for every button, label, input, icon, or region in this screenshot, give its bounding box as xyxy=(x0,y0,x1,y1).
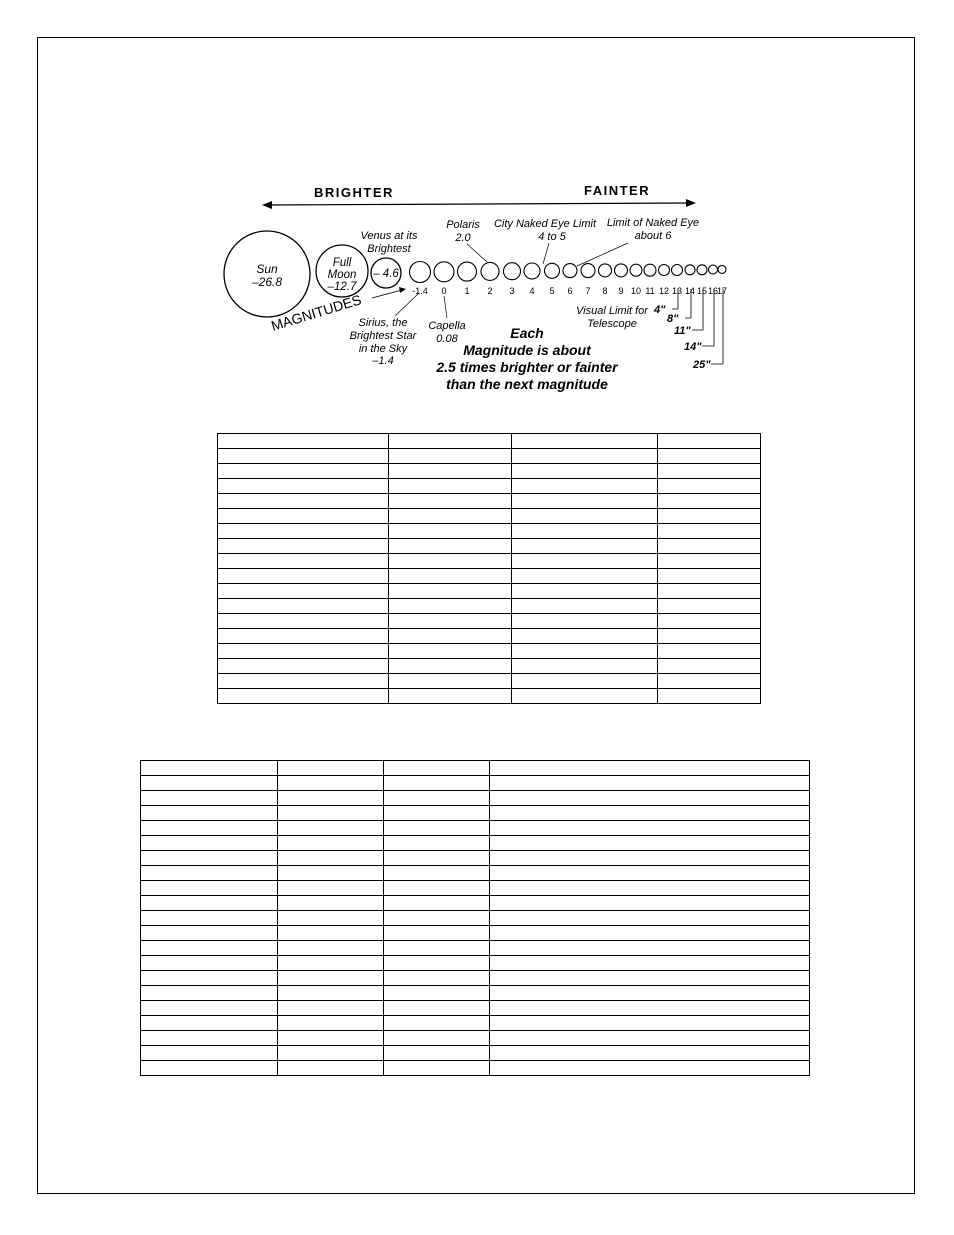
telescope-apertures xyxy=(653,289,723,371)
table-row xyxy=(218,464,761,479)
table-row xyxy=(218,614,761,629)
table-cell[interactable] xyxy=(389,479,512,494)
table-row xyxy=(218,434,761,449)
table-cell[interactable] xyxy=(141,836,278,851)
table-cell[interactable] xyxy=(658,599,761,614)
telescope-label-line2: Telescope xyxy=(587,318,637,330)
table-cell[interactable] xyxy=(278,821,384,836)
table-cell[interactable] xyxy=(218,584,389,599)
magnitude-circle xyxy=(504,263,521,280)
sun-label: Sun xyxy=(256,262,278,276)
table-cell[interactable] xyxy=(218,449,389,464)
table-row xyxy=(218,659,761,674)
table-cell[interactable] xyxy=(512,494,658,509)
table-2 xyxy=(140,760,810,1076)
table-row xyxy=(141,1046,810,1061)
table-row xyxy=(141,1031,810,1046)
table-cell[interactable] xyxy=(141,1031,278,1046)
table-cell[interactable] xyxy=(278,1046,384,1061)
naked-eye-label-line1: Limit of Naked Eye xyxy=(606,217,700,229)
table-row xyxy=(141,821,810,836)
magnitude-circle xyxy=(524,263,540,279)
table-cell[interactable] xyxy=(384,836,490,851)
table-cell[interactable] xyxy=(512,509,658,524)
table-cell[interactable] xyxy=(512,674,658,689)
table-cell[interactable] xyxy=(278,836,384,851)
table-cell[interactable] xyxy=(218,599,389,614)
table-cell[interactable] xyxy=(658,674,761,689)
table-cell[interactable] xyxy=(389,599,512,614)
table-cell[interactable] xyxy=(218,509,389,524)
table-cell[interactable] xyxy=(141,866,278,881)
magnitude-circle xyxy=(410,262,431,283)
table-cell[interactable] xyxy=(490,971,810,986)
table-cell[interactable] xyxy=(384,776,490,791)
table-cell[interactable] xyxy=(278,866,384,881)
table-row xyxy=(141,791,810,806)
table-cell[interactable] xyxy=(490,896,810,911)
table-cell[interactable] xyxy=(512,569,658,584)
brightness-arrow xyxy=(262,199,696,209)
sirius-label-line4: –1.4 xyxy=(372,355,394,367)
table-cell[interactable] xyxy=(384,1001,490,1016)
table-cell[interactable] xyxy=(141,761,278,776)
table-cell[interactable] xyxy=(658,449,761,464)
magnitude-circle xyxy=(718,265,726,273)
table-1 xyxy=(217,433,761,704)
capella-label-line2: 0.08 xyxy=(436,333,458,345)
table-cell[interactable] xyxy=(218,434,389,449)
magnitude-scale-diagram xyxy=(0,0,954,420)
table-row xyxy=(141,926,810,941)
table-row xyxy=(218,539,761,554)
table-cell[interactable] xyxy=(490,926,810,941)
table-cell[interactable] xyxy=(278,851,384,866)
table-cell[interactable] xyxy=(141,926,278,941)
capella-label-line1: Capella xyxy=(428,320,466,332)
sun-value: –26.8 xyxy=(251,275,283,289)
table-cell[interactable] xyxy=(658,554,761,569)
table-row xyxy=(218,494,761,509)
magnitude-number: 2 xyxy=(487,286,493,296)
table-cell[interactable] xyxy=(490,986,810,1001)
table-row xyxy=(141,881,810,896)
brighter-label: BRIGHTER xyxy=(314,185,394,200)
magnitude-number: 17 xyxy=(716,286,728,296)
table-cell[interactable] xyxy=(512,689,658,704)
table-cell[interactable] xyxy=(218,659,389,674)
aperture-label: 11" xyxy=(674,325,691,337)
each-note-line2: Magnitude is about xyxy=(463,342,591,358)
table-cell[interactable] xyxy=(278,941,384,956)
table-row xyxy=(141,1016,810,1031)
table-cell[interactable] xyxy=(384,806,490,821)
table-cell[interactable] xyxy=(141,881,278,896)
each-note-line4: than the next magnitude xyxy=(446,376,608,392)
table-cell[interactable] xyxy=(658,434,761,449)
table-cell[interactable] xyxy=(384,761,490,776)
sirius-label-line1: Sirius, the xyxy=(358,317,408,329)
table-cell[interactable] xyxy=(512,434,658,449)
table-cell[interactable] xyxy=(141,821,278,836)
table-cell[interactable] xyxy=(141,896,278,911)
table-cell[interactable] xyxy=(389,434,512,449)
table-cell[interactable] xyxy=(389,659,512,674)
table-cell[interactable] xyxy=(278,971,384,986)
each-magnitude-note xyxy=(435,325,619,392)
magnitude-number: 16 xyxy=(707,286,719,296)
table-cell[interactable] xyxy=(218,674,389,689)
table-cell[interactable] xyxy=(218,464,389,479)
table-cell[interactable] xyxy=(658,629,761,644)
polaris-label-line2: 2.0 xyxy=(455,232,471,244)
table-row xyxy=(141,1061,810,1076)
magnitude-circle xyxy=(434,262,454,282)
table-cell[interactable] xyxy=(141,911,278,926)
table-row xyxy=(141,866,810,881)
table-cell[interactable] xyxy=(218,494,389,509)
table-cell[interactable] xyxy=(389,569,512,584)
table-row xyxy=(218,629,761,644)
table-cell[interactable] xyxy=(389,509,512,524)
magnitude-number: 9 xyxy=(618,286,624,296)
table-cell[interactable] xyxy=(512,464,658,479)
table-cell[interactable] xyxy=(490,851,810,866)
table-cell[interactable] xyxy=(278,1001,384,1016)
table-row xyxy=(218,479,761,494)
table-cell[interactable] xyxy=(384,926,490,941)
table-row xyxy=(141,956,810,971)
table-cell[interactable] xyxy=(389,494,512,509)
table-cell[interactable] xyxy=(658,539,761,554)
table-row xyxy=(141,1001,810,1016)
magnitudes-pointer xyxy=(372,287,406,298)
table-cell[interactable] xyxy=(141,776,278,791)
magnitude-circles xyxy=(410,262,727,283)
table-cell[interactable] xyxy=(658,494,761,509)
magnitude-number: 10 xyxy=(630,286,642,296)
table-cell[interactable] xyxy=(278,806,384,821)
magnitude-number: 14 xyxy=(684,286,696,296)
table-row xyxy=(141,986,810,1001)
table-row xyxy=(218,599,761,614)
table-cell[interactable] xyxy=(490,791,810,806)
table-cell[interactable] xyxy=(490,866,810,881)
table-row xyxy=(141,971,810,986)
table-cell[interactable] xyxy=(490,761,810,776)
table-cell[interactable] xyxy=(512,524,658,539)
magnitude-circle xyxy=(709,265,718,274)
table-cell[interactable] xyxy=(384,896,490,911)
table-cell[interactable] xyxy=(389,524,512,539)
moon-label-line1: Full xyxy=(332,257,352,269)
table-cell[interactable] xyxy=(490,1001,810,1016)
table-cell[interactable] xyxy=(658,644,761,659)
table-cell[interactable] xyxy=(384,971,490,986)
table-cell[interactable] xyxy=(389,464,512,479)
magnitude-scale-numbers xyxy=(412,286,727,296)
city-limit-label-line2: 4 to 5 xyxy=(538,231,566,243)
magnitude-number: 7 xyxy=(585,286,591,296)
table-row xyxy=(141,911,810,926)
table-cell[interactable] xyxy=(512,479,658,494)
venus-value: – 4.6 xyxy=(373,268,399,280)
aperture-bracket xyxy=(702,289,714,346)
table-cell[interactable] xyxy=(218,539,389,554)
table-cell[interactable] xyxy=(389,674,512,689)
table-cell[interactable] xyxy=(278,881,384,896)
table-cell[interactable] xyxy=(658,524,761,539)
table-cell[interactable] xyxy=(512,659,658,674)
table-cell[interactable] xyxy=(218,524,389,539)
table-cell[interactable] xyxy=(658,659,761,674)
magnitude-number: 1 xyxy=(464,286,470,296)
table-cell[interactable] xyxy=(218,644,389,659)
table-cell[interactable] xyxy=(658,584,761,599)
table-cell[interactable] xyxy=(278,791,384,806)
table-cell[interactable] xyxy=(384,866,490,881)
magnitude-number: 6 xyxy=(567,286,573,296)
magnitude-number: 11 xyxy=(645,286,655,296)
table-row xyxy=(218,524,761,539)
table-cell[interactable] xyxy=(384,956,490,971)
table-cell[interactable] xyxy=(512,644,658,659)
table-cell[interactable] xyxy=(278,1061,384,1076)
table-row xyxy=(218,584,761,599)
aperture-label: 14" xyxy=(684,341,702,353)
table-cell[interactable] xyxy=(490,821,810,836)
table-cell[interactable] xyxy=(389,584,512,599)
sirius-pointer xyxy=(395,293,419,316)
table-cell[interactable] xyxy=(490,956,810,971)
table-cell[interactable] xyxy=(278,986,384,1001)
table-cell[interactable] xyxy=(389,689,512,704)
venus-label-line1: Venus at its xyxy=(360,230,418,242)
sirius-label-line3: in the Sky xyxy=(358,343,408,355)
table-cell[interactable] xyxy=(141,971,278,986)
table-cell[interactable] xyxy=(218,569,389,584)
aperture-label: 4" xyxy=(654,304,666,316)
aperture-bracket xyxy=(711,289,723,364)
magnitude-number: 15 xyxy=(696,286,708,296)
magnitude-circle xyxy=(630,264,642,276)
table-row xyxy=(141,806,810,821)
magnitude-circle xyxy=(458,262,477,281)
table-row xyxy=(218,644,761,659)
table-cell[interactable] xyxy=(490,836,810,851)
table-cell[interactable] xyxy=(278,1031,384,1046)
magnitude-circle xyxy=(644,264,656,276)
table-cell[interactable] xyxy=(141,806,278,821)
moon-value: –12.7 xyxy=(327,281,357,293)
table-cell[interactable] xyxy=(490,1061,810,1076)
table-cell[interactable] xyxy=(278,776,384,791)
table-cell[interactable] xyxy=(658,479,761,494)
magnitude-number: 12 xyxy=(658,286,670,296)
table-cell[interactable] xyxy=(490,806,810,821)
table-cell[interactable] xyxy=(278,896,384,911)
table-row xyxy=(141,836,810,851)
table-cell[interactable] xyxy=(389,554,512,569)
polaris-pointer xyxy=(467,244,487,262)
table-cell[interactable] xyxy=(389,629,512,644)
table-cell[interactable] xyxy=(512,599,658,614)
table-cell[interactable] xyxy=(389,449,512,464)
table-cell[interactable] xyxy=(490,881,810,896)
magnitude-number: 8 xyxy=(602,286,608,296)
table-cell[interactable] xyxy=(658,464,761,479)
table-cell[interactable] xyxy=(512,539,658,554)
table-cell[interactable] xyxy=(141,1016,278,1031)
magnitude-number: 0 xyxy=(441,286,447,296)
table-cell[interactable] xyxy=(384,1046,490,1061)
table-cell[interactable] xyxy=(384,821,490,836)
magnitude-number: 3 xyxy=(509,286,515,296)
table-row xyxy=(218,554,761,569)
table-cell[interactable] xyxy=(658,569,761,584)
table-cell[interactable] xyxy=(490,1031,810,1046)
table-cell[interactable] xyxy=(278,761,384,776)
venus-label-line2: Brightest xyxy=(367,243,411,255)
table-cell[interactable] xyxy=(141,1001,278,1016)
table-cell[interactable] xyxy=(512,449,658,464)
magnitude-number: 4 xyxy=(529,286,535,296)
table-cell[interactable] xyxy=(512,629,658,644)
table-cell[interactable] xyxy=(512,614,658,629)
table-cell[interactable] xyxy=(490,1016,810,1031)
table-row xyxy=(141,761,810,776)
table-cell[interactable] xyxy=(141,1046,278,1061)
sirius-label-line2: Brightest Star xyxy=(349,330,417,342)
table-cell[interactable] xyxy=(384,851,490,866)
moon-label-line2: Moon xyxy=(327,269,357,281)
table-cell[interactable] xyxy=(218,554,389,569)
magnitude-number: 13 xyxy=(671,286,683,296)
each-note-line3: 2.5 times brighter or fainter xyxy=(436,359,618,375)
magnitude-circle xyxy=(672,265,683,276)
table-cell[interactable] xyxy=(490,941,810,956)
table-cell[interactable] xyxy=(389,644,512,659)
naked-eye-label-line2: about 6 xyxy=(634,230,672,242)
magnitude-circle xyxy=(563,264,577,278)
city-limit-pointer xyxy=(543,243,549,264)
table-cell[interactable] xyxy=(141,791,278,806)
table-row xyxy=(218,689,761,704)
magnitude-circle xyxy=(581,264,595,278)
table-cell[interactable] xyxy=(141,941,278,956)
table-cell[interactable] xyxy=(389,614,512,629)
table-cell[interactable] xyxy=(512,584,658,599)
table-row xyxy=(141,776,810,791)
table-cell[interactable] xyxy=(141,1061,278,1076)
table-cell[interactable] xyxy=(658,509,761,524)
magnitude-circle xyxy=(697,265,707,275)
table-row xyxy=(141,896,810,911)
table-cell[interactable] xyxy=(384,911,490,926)
table-cell[interactable] xyxy=(218,614,389,629)
magnitude-circle xyxy=(659,265,670,276)
table-cell[interactable] xyxy=(384,791,490,806)
table-row xyxy=(141,941,810,956)
magnitude-circle xyxy=(615,264,628,277)
telescope-label-line1: Visual Limit for xyxy=(576,305,648,317)
table-cell[interactable] xyxy=(384,1061,490,1076)
fainter-label: FAINTER xyxy=(584,183,651,198)
table-cell[interactable] xyxy=(384,881,490,896)
table-cell[interactable] xyxy=(658,689,761,704)
magnitude-circle xyxy=(685,265,695,275)
magnitudes-label: MAGNITUDES xyxy=(269,291,364,334)
table-cell[interactable] xyxy=(278,1016,384,1031)
magnitude-number: -1.4 xyxy=(412,286,428,296)
table-row xyxy=(218,674,761,689)
aperture-label: 8" xyxy=(667,313,679,325)
table-cell[interactable] xyxy=(384,941,490,956)
magnitude-number: 5 xyxy=(549,286,555,296)
capella-pointer xyxy=(444,296,447,318)
table-cell[interactable] xyxy=(278,956,384,971)
table-cell[interactable] xyxy=(141,851,278,866)
polaris-label-line1: Polaris xyxy=(446,219,480,231)
magnitude-circle xyxy=(545,263,560,278)
table-cell[interactable] xyxy=(490,911,810,926)
table-cell[interactable] xyxy=(141,956,278,971)
table-cell[interactable] xyxy=(658,614,761,629)
table-cell[interactable] xyxy=(218,629,389,644)
table-cell[interactable] xyxy=(141,986,278,1001)
table-cell[interactable] xyxy=(490,776,810,791)
table-cell[interactable] xyxy=(384,1031,490,1046)
table-cell[interactable] xyxy=(384,986,490,1001)
magnitude-circle xyxy=(481,262,499,280)
magnitude-circle xyxy=(599,264,612,277)
table-cell[interactable] xyxy=(278,926,384,941)
city-limit-label-line1: City Naked Eye Limit xyxy=(493,218,597,230)
table-cell[interactable] xyxy=(218,479,389,494)
table-cell[interactable] xyxy=(512,554,658,569)
table-row xyxy=(218,509,761,524)
table-cell[interactable] xyxy=(278,911,384,926)
naked-eye-pointer xyxy=(577,243,628,266)
table-cell[interactable] xyxy=(384,1016,490,1031)
table-cell[interactable] xyxy=(490,1046,810,1061)
aperture-label: 25" xyxy=(693,359,711,371)
table-row xyxy=(141,851,810,866)
each-note-line1: Each xyxy=(510,325,544,341)
table-cell[interactable] xyxy=(218,689,389,704)
table-row xyxy=(218,449,761,464)
table-cell[interactable] xyxy=(389,539,512,554)
table-row xyxy=(218,569,761,584)
